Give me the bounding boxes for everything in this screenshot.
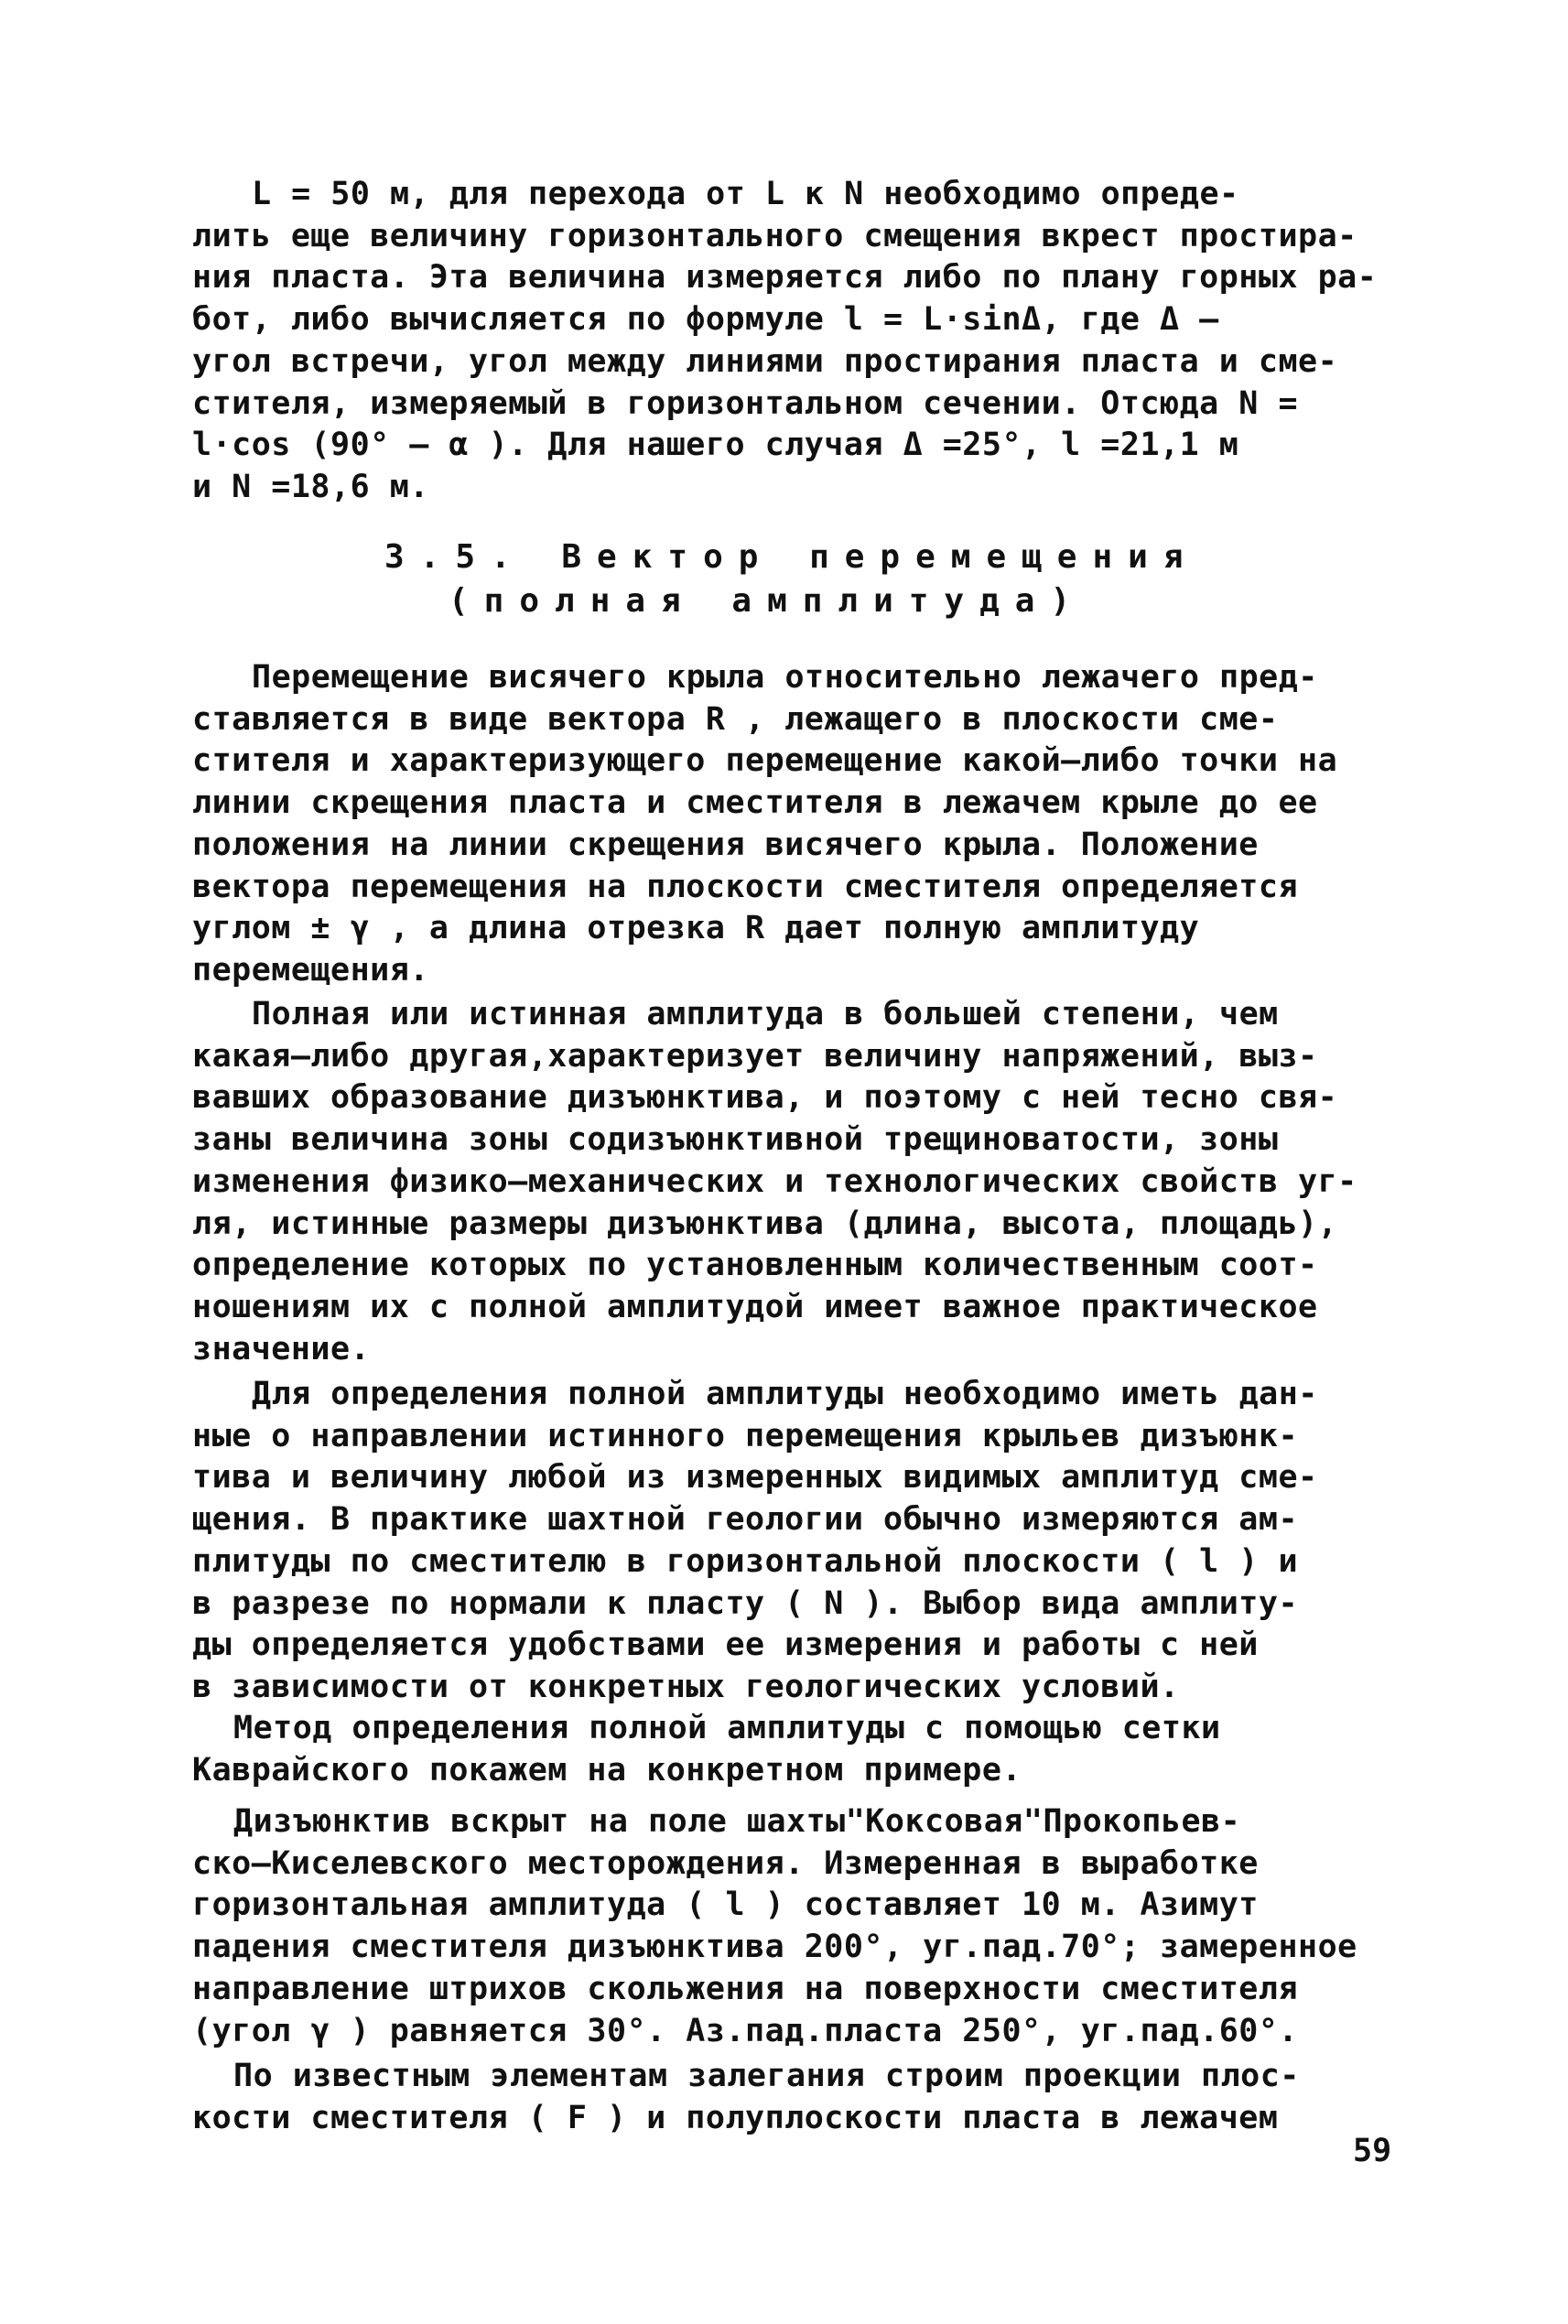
text-line: стителя и характеризующего перемещение какой–либо точки на xyxy=(192,742,1338,780)
text-line: ния пласта. Эта величина измеряется либо по плану горных ра- xyxy=(192,259,1378,297)
text-line: Перемещение висячего крыла относительно лежачего пред- xyxy=(252,659,1318,696)
text-line: вавших образование дизъюнктива, и поэтому с ней тесно свя- xyxy=(192,1079,1338,1117)
text-line: Полная или истинная амплитуда в большей степени, чем xyxy=(252,996,1279,1032)
text-line: и N =18,6 м. xyxy=(192,468,429,505)
text-line: какая–либо другая,характеризует величину напряжений, выз- xyxy=(192,1037,1318,1075)
text-line: ставляется в виде вектора R , лежащего в плоскости сме- xyxy=(192,700,1279,738)
text-line: (угол γ ) равняется 30°. Аз.пад.пласта 250°, уг.пад.60°. xyxy=(192,2012,1299,2049)
text-line: Каврайского покажем на конкретном примере. xyxy=(192,1751,1022,1789)
page-number: 59 xyxy=(1353,2133,1392,2169)
text-line: значение. xyxy=(192,1330,371,1367)
paragraph-1 xyxy=(192,174,1410,509)
text-line: тива и величину любой из измеренных видимых амплитуд сме- xyxy=(192,1459,1318,1497)
text-line: линии скрещения пласта и сместителя в лежачем крыле до ее xyxy=(192,784,1318,822)
paragraph-2 xyxy=(192,657,1410,992)
text-line: стителя, измеряемый в горизонтальном сечении. Отсюда N = xyxy=(192,384,1299,422)
text-line: кости сместителя ( F ) и полуплоскости пласта в лежачем xyxy=(192,2099,1279,2136)
section-subtitle: (полная амплитуда) xyxy=(449,582,1087,620)
text-line: изменения физико–механических и технологических свойств уг- xyxy=(192,1162,1357,1200)
text-line: Дизъюнктив вскрыт на поле шахты"Коксовая"Прокопьев- xyxy=(233,1803,1241,1840)
text-line: падения сместителя дизъюнктива 200°, уг.пад.70°; замеренное xyxy=(192,1929,1357,1966)
text-line: определение которых по установленным количественным соот- xyxy=(192,1247,1318,1284)
text-line: направление штрихов скольжения на поверхности сместителя xyxy=(192,1970,1299,2007)
text-line: Для определения полной амплитуды необходимо иметь дан- xyxy=(252,1376,1318,1412)
text-line: щения. В практике шахтной геологии обычно измеряются ам- xyxy=(192,1501,1299,1539)
text-line: l·cos (90° – α ). Для нашего случая Δ =25°, l =21,1 м xyxy=(192,427,1239,464)
text-line: ные о направлении истинного перемещения крыльев дизъюнк- xyxy=(192,1417,1299,1454)
paragraph-5 xyxy=(192,1708,1410,1791)
paragraph-3 xyxy=(192,994,1410,1370)
text-line: перемещения. xyxy=(192,951,429,989)
section-title: 3.5. Вектор перемещения xyxy=(384,538,1199,576)
text-line: угол встречи, угол между линиями простирания пласта и сме- xyxy=(192,342,1338,380)
paragraph-4 xyxy=(192,1374,1410,1709)
text-line: Метод определения полной амплитуды с помощью сетки xyxy=(233,1710,1221,1746)
text-line: ношениям их с полной амплитудой имеет важное практическое xyxy=(192,1288,1318,1325)
text-line: заны величина зоны содизъюнктивной трещиноватости, зоны xyxy=(192,1121,1279,1159)
paragraph-6 xyxy=(192,1801,1410,2052)
text-line: углом ± γ , а длина отрезка R дает полную амплитуду xyxy=(192,910,1200,947)
section-heading xyxy=(384,535,1300,623)
text-line: ды определяется удобствами ее измерения и работы с ней xyxy=(192,1627,1259,1664)
text-line: ско–Киселевского месторождения. Измеренная в выработке xyxy=(192,1844,1259,1882)
text-line: горизонтальная амплитуда ( l ) составляет 10 м. Азимут xyxy=(192,1886,1259,1924)
text-line: лить еще величину горизонтального смещения вкрест простира- xyxy=(192,217,1357,254)
text-line: По известным элементам залегания строим проекции плос- xyxy=(233,2058,1300,2094)
text-line: положения на линии скрещения висячего крыла. Положение xyxy=(192,826,1259,863)
paragraph-7 xyxy=(192,2056,1410,2139)
text-line: L = 50 м, для перехода от L к N необходимо опреде- xyxy=(252,176,1239,212)
text-line: плитуды по сместителю в горизонтальной плоскости ( l ) и xyxy=(192,1542,1299,1580)
text-line: бот, либо вычисляется по формуле l = L·sinΔ, где Δ – xyxy=(192,301,1219,339)
text-line: в разрезе по нормали к пласту ( N ). Выбор вида амплиту- xyxy=(192,1584,1299,1622)
text-line: ля, истинные размеры дизъюнктива (длина, высота, площадь), xyxy=(192,1205,1338,1242)
text-line: вектора перемещения на плоскости сместителя определяется xyxy=(192,868,1299,905)
text-line: в зависимости от конкретных геологических условий. xyxy=(192,1668,1180,1705)
